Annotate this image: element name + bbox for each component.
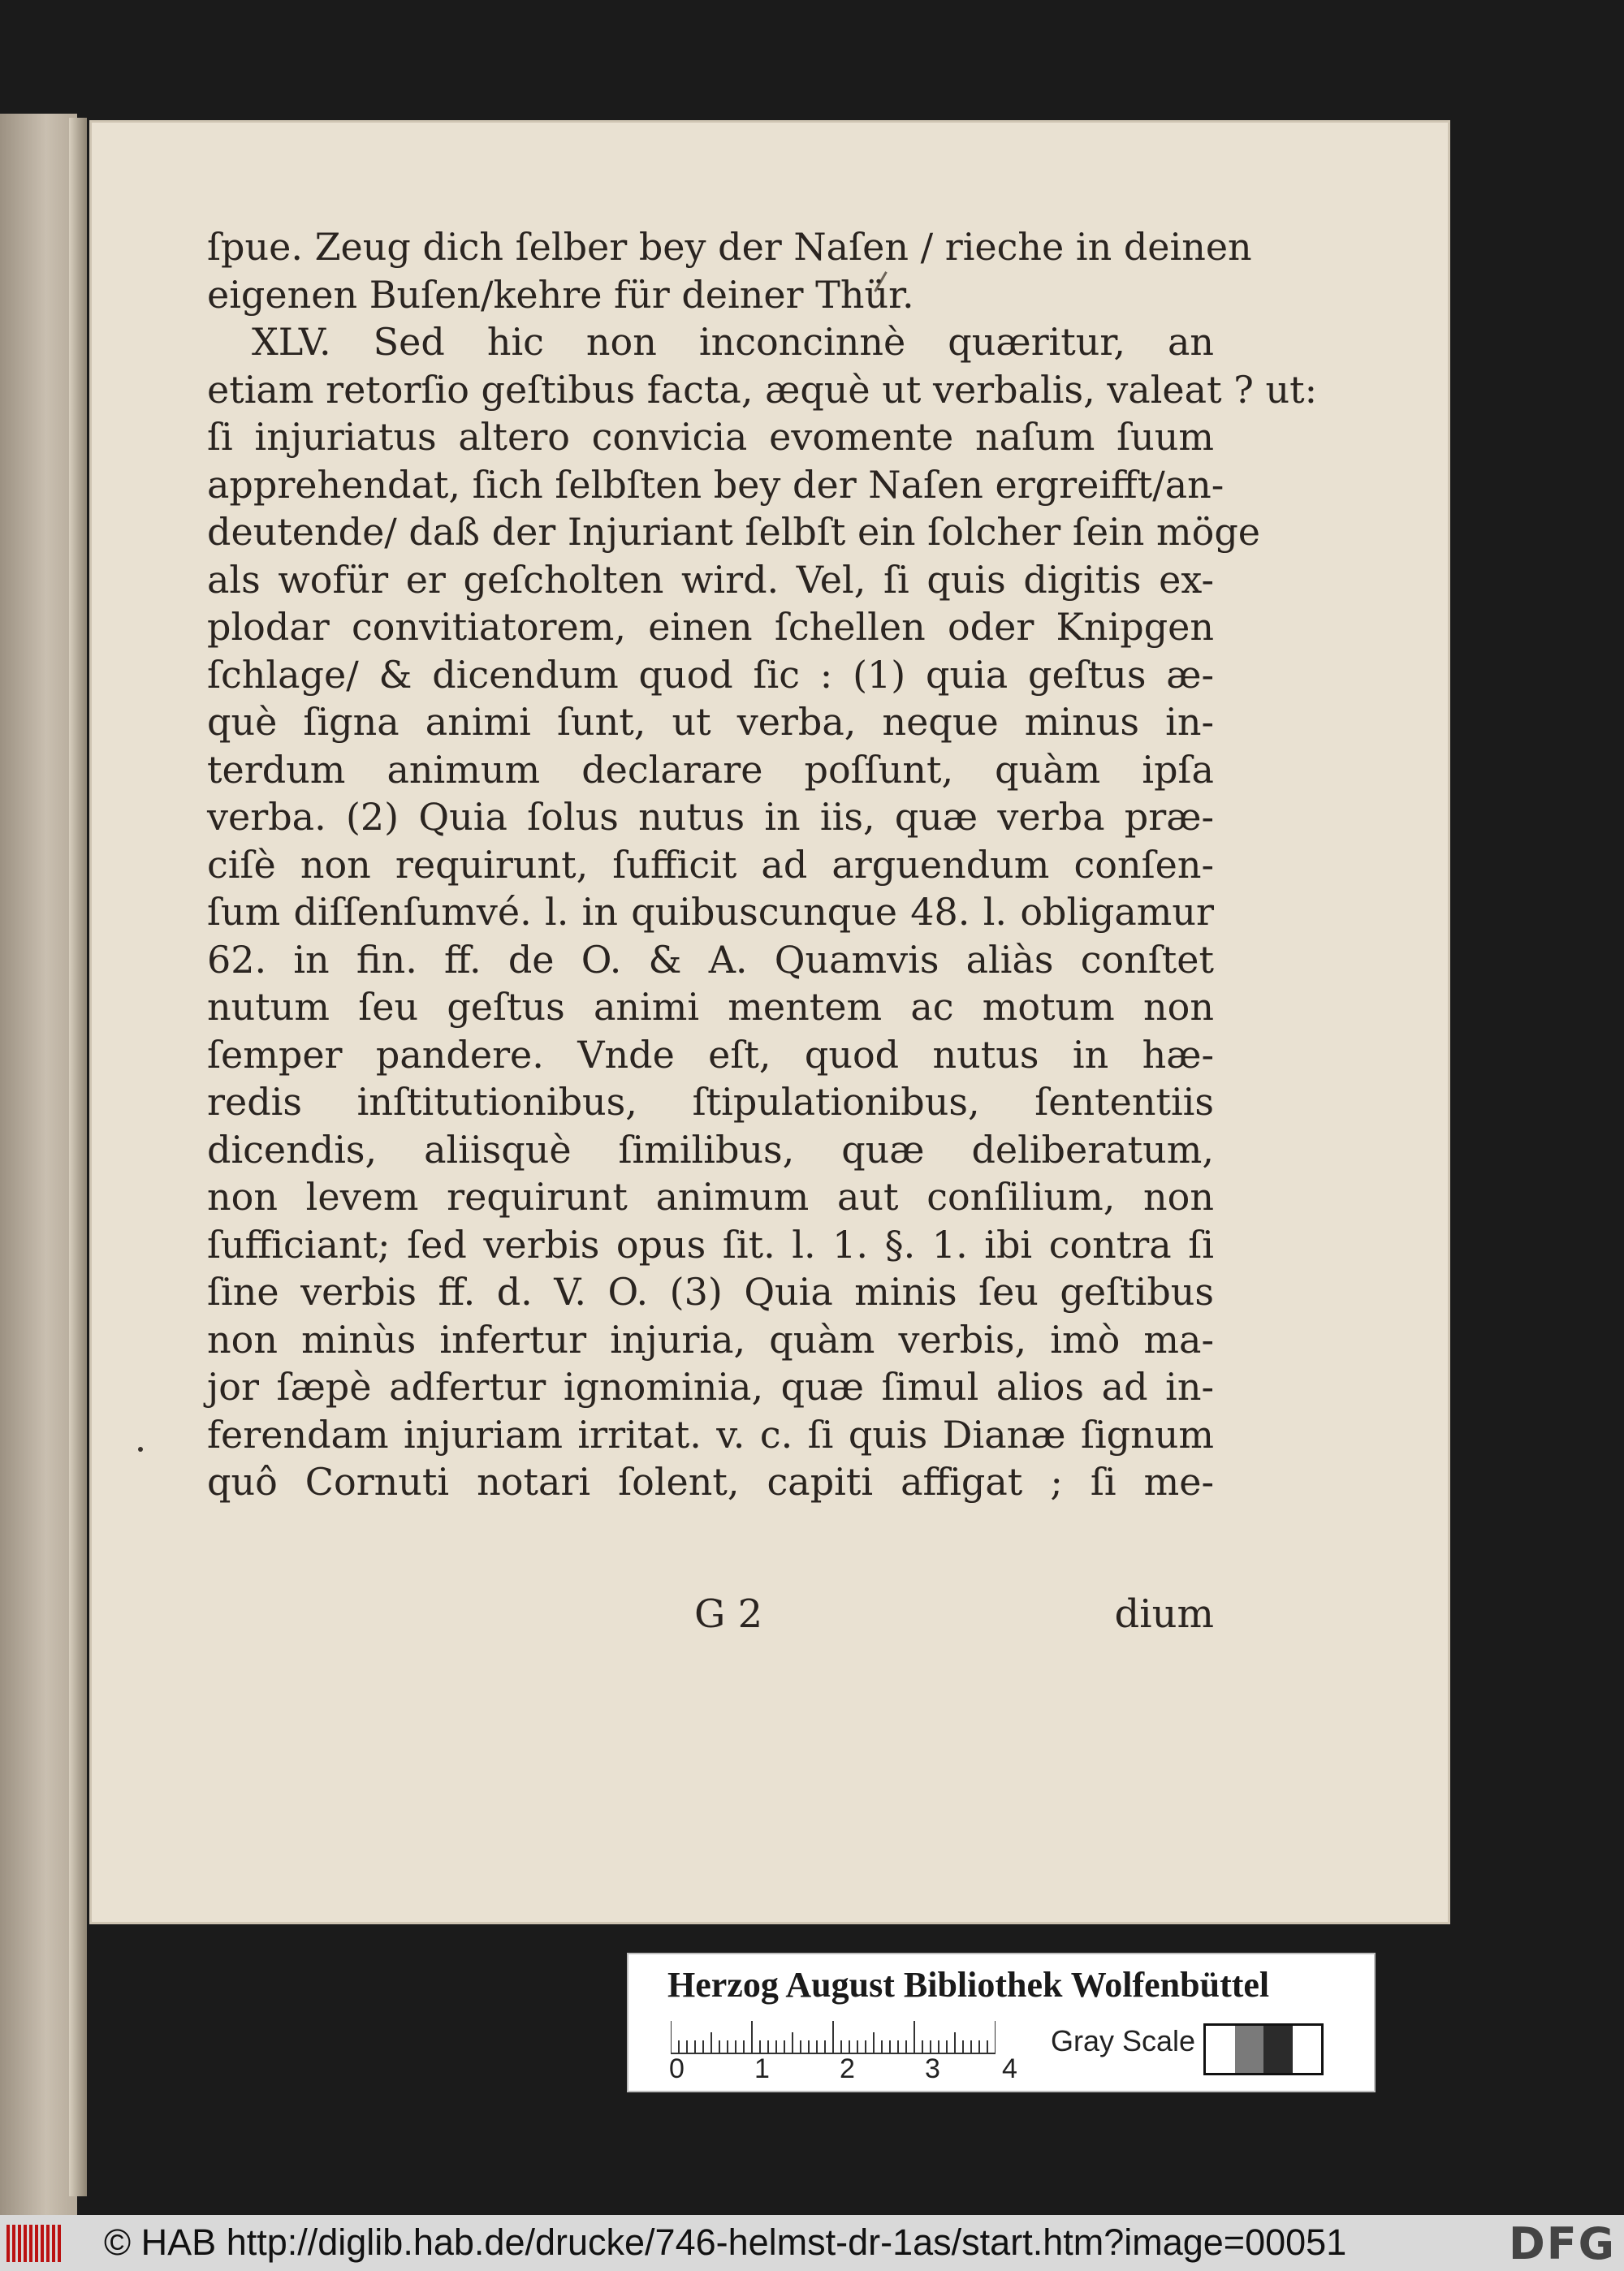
ruler-number: 2 (840, 2053, 855, 2084)
page-body-text (207, 223, 1318, 1506)
ruler-number: 4 (1002, 2053, 1017, 2084)
text-line: jor ſæpè adfertur ignominia, quæ ſimul alios ad in- (207, 1365, 1214, 1409)
text-line: ſemper pandere. Vnde eſt, quod nutus in hæ- (207, 1032, 1214, 1077)
text-line: ſum diſſenſumvé. l. in quibuscunque 48. l. obligamur (207, 890, 1214, 934)
binding-shadow (69, 118, 87, 2196)
source-link[interactable]: © HAB http://diglib.hab.de/drucke/746-helmst-dr-1as/start.htm?image=00051 (104, 2221, 1347, 2263)
text-line: terdum animum declarare poſſunt, quàm ipſa (207, 747, 1214, 792)
text-line: ſchlage/ & dicendum quod ſic : (1) quia geſtus æ- (207, 652, 1214, 697)
gray-swatch (1235, 2026, 1264, 2073)
text-line: què ſigna animi ſunt, ut verba, neque minus in- (207, 700, 1214, 744)
facing-page-edge (0, 114, 77, 2241)
viewer-footer (0, 2215, 1624, 2271)
ruler-number: 0 (669, 2053, 685, 2084)
text-line: ferendam injuriam irritat. v. c. ſi quis Dianæ ſignum (207, 1412, 1214, 1457)
ruler-numbers (669, 2053, 1017, 2086)
catchword: dium (1114, 1591, 1214, 1637)
text-line: ciſè non requirunt, ſufficit ad arguendum conſen- (207, 842, 1214, 887)
text-line: eigenen Buſen/kehre für deiner Thür. (207, 272, 914, 317)
library-name: Herzog August Bibliothek Wolfenbüttel (667, 1965, 1270, 2005)
text-line: quô Cornuti notari ſolent, capiti affigat ; ſi me- (207, 1460, 1214, 1504)
gray-swatch (1293, 2026, 1322, 2073)
dfg-logo: DFG (1508, 2218, 1616, 2269)
margin-dot (138, 1447, 143, 1452)
text-line: ſufficiant; ſed verbis opus ſit. l. 1. §. 1. ibi contra ſi (207, 1222, 1214, 1267)
text-line: ſine verbis ff. d. V. O. (3) Quia minis ſeu geſtibus (207, 1270, 1214, 1314)
text-line: dicendis, aliisquè ſimilibus, quæ deliberatum, (207, 1127, 1214, 1172)
signature-mark: G 2 (694, 1591, 763, 1637)
ruler-number: 3 (925, 2053, 940, 2084)
gray-scale-label: Gray Scale (1051, 2024, 1196, 2057)
text-line: 62. in fin. ff. de O. & A. Quamvis aliàs conſtet (207, 937, 1214, 982)
text-line: deutende/ daß der Injuriant ſelbſt ein ſolcher ſein möge (207, 510, 1261, 554)
text-line: apprehendat, ſich ſelbſten bey der Naſen ergreifft/an- (207, 462, 1224, 507)
text-line: plodar convitiatorem, einen ſchellen oder Knipgen (207, 605, 1214, 649)
text-line: XLV. Sed hic non inconcinnè quæritur, an (252, 320, 1214, 364)
text-line: non levem requirunt animum aut conſilium, non (207, 1175, 1214, 1219)
ruler-scale (671, 2021, 996, 2055)
color-target-card (627, 1953, 1376, 2092)
gray-swatch (1206, 2026, 1235, 2073)
ruler-number: 1 (754, 2053, 770, 2084)
text-line: non minùs infertur injuria, quàm verbis, imò ma- (207, 1317, 1214, 1362)
text-line: ſpue. Zeug dich ſelber bey der Naſen / rieche in deinen (207, 225, 1252, 269)
text-line: nutum ſeu geſtus animi mentem ac motum non (207, 985, 1214, 1029)
text-line: etiam retorſio geſtibus facta, æquè ut verbalis, valeat ? ut: (207, 367, 1318, 412)
barcode-logo (6, 2225, 68, 2262)
text-line: redis inſtitutionibus, ſtipulationibus, ſententiis (207, 1080, 1214, 1124)
text-line: verba. (2) Quia ſolus nutus in iis, quæ verba præ- (207, 795, 1214, 839)
text-line: ſi injuriatus altero convicia evomente naſum ſuum (207, 415, 1214, 459)
gray-scale-swatches (1203, 2023, 1324, 2075)
gray-swatch (1263, 2026, 1293, 2073)
text-line: als wofür er geſcholten wird. Vel, ſi quis digitis ex- (207, 557, 1214, 602)
page-footer-line (207, 1591, 1214, 1640)
